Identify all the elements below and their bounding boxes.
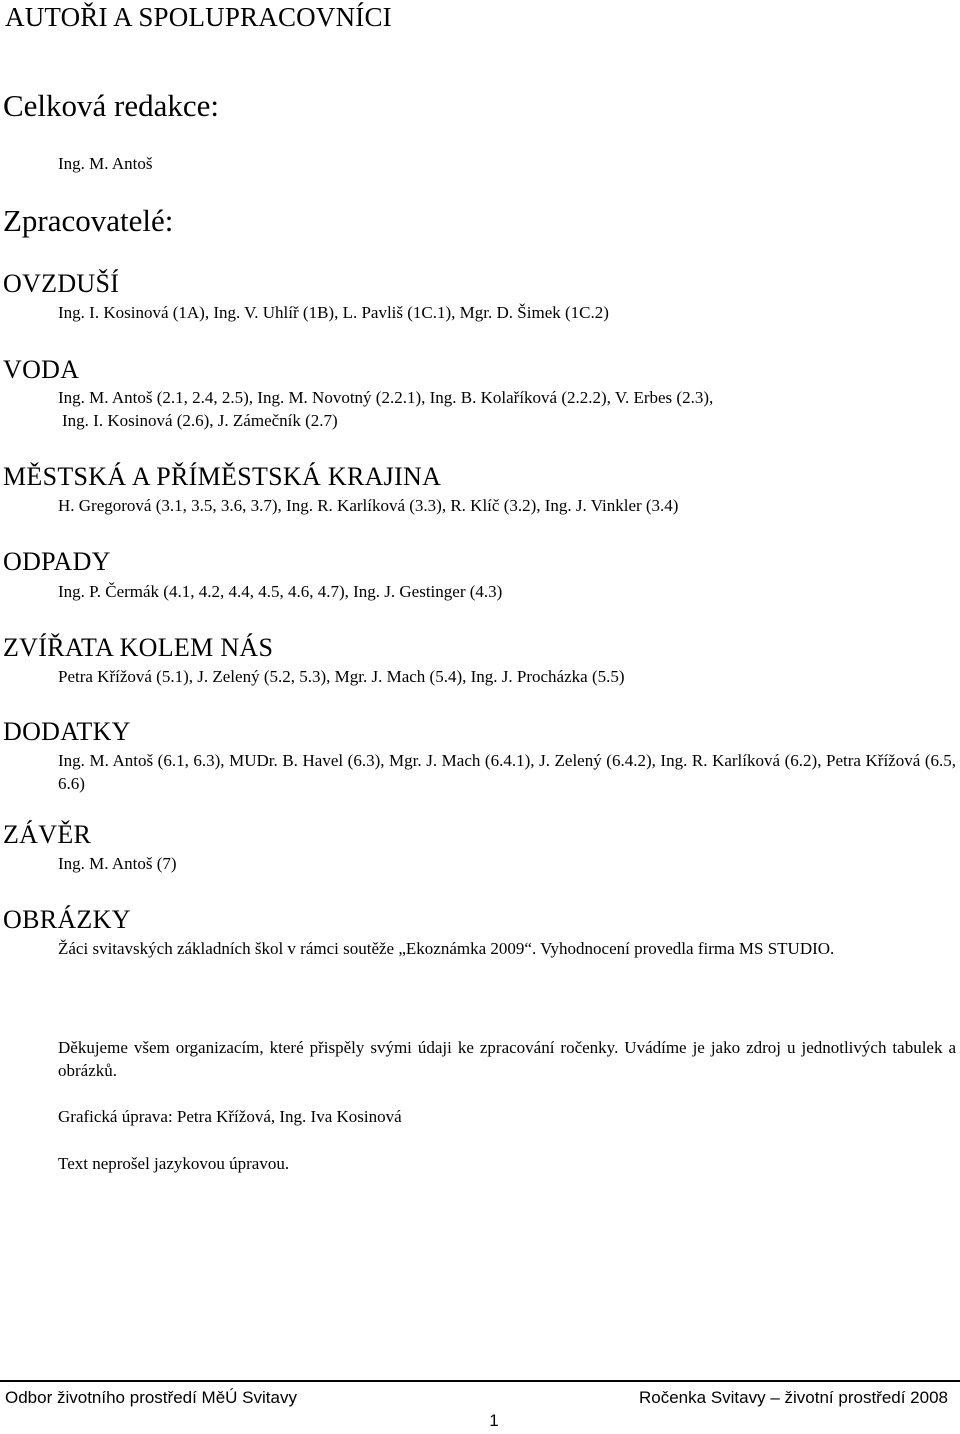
zpracovatele-heading: Zpracovatelé: [3, 203, 174, 238]
section-heading-dodatky: DODATKY [3, 717, 131, 746]
graphic-credits: Grafická úprava: Petra Křížová, Ing. Iva Kosinová [58, 1107, 402, 1126]
section-text-voda-line1: Ing. M. Antoš (2.1, 2.4, 2.5), Ing. M. Novotný (2.2.1), Ing. B. Kolaříková (2.2.2), V. Erbes (2.3), [58, 388, 714, 407]
language-note: Text neprošel jazykovou úpravou. [58, 1154, 290, 1173]
section-text-krajina: H. Gregorová (3.1, 3.5, 3.6, 3.7), Ing. R. Karlíková (3.3), R. Klíč (3.2), Ing. J. Vinkler (3.4) [58, 496, 679, 515]
section-heading-voda: VODA [3, 355, 80, 384]
footer-divider [0, 1380, 960, 1382]
section-text-dodatky: Ing. M. Antoš (6.1, 6.3), MUDr. B. Havel (6.3), Mgr. J. Mach (6.4.1), J. Zelený (6.4.2), Ing. R. Karlíková (6.2), Petra Křížová (6.5, 6.6) [58, 751, 956, 793]
celkova-redakce-heading: Celková redakce: [3, 88, 220, 123]
section-text-zaver: Ing. M. Antoš (7) [58, 854, 177, 873]
footer-department: Odbor životního prostředí MěÚ Svitavy [5, 1388, 297, 1407]
section-text-ovzdusi: Ing. I. Kosinová (1A), Ing. V. Uhlíř (1B), L. Pavliš (1C.1), Mgr. D. Šimek (1C.2) [58, 303, 609, 322]
thanks-paragraph: Děkujeme všem organizacím, které přispěly svými údaji ke zpracování ročenky. Uvádíme je jako zdroj u jednotlivých tabulek a obrázků. [58, 1038, 956, 1080]
section-text-obrazky: Žáci svitavských základních škol v rámci soutěže „Ekoznámka 2009“. Vyhodnocení provedla firma MS STUDIO. [58, 939, 835, 958]
section-text-voda-line2: Ing. I. Kosinová (2.6), J. Zámečník (2.7) [62, 411, 338, 430]
page-title: AUTOŘI A SPOLUPRACOVNÍCI [5, 2, 392, 32]
section-heading-odpady: ODPADY [3, 547, 111, 576]
section-heading-krajina: MĚSTSKÁ A PŘÍMĚSTSKÁ KRAJINA [3, 462, 442, 491]
page-number: 1 [489, 1411, 499, 1430]
footer-publication: Ročenka Svitavy – životní prostředí 2008 [639, 1388, 948, 1407]
section-heading-obrazky: OBRÁZKY [3, 905, 131, 934]
section-text-zvirata: Petra Křížová (5.1), J. Zelený (5.2, 5.3), Mgr. J. Mach (5.4), Ing. J. Procházka (5.5) [58, 667, 625, 686]
section-heading-ovzdusi: OVZDUŠÍ [3, 269, 120, 298]
section-heading-zaver: ZÁVĚR [3, 820, 92, 849]
section-text-odpady: Ing. P. Čermák (4.1, 4.2, 4.4, 4.5, 4.6, 4.7), Ing. J. Gestinger (4.3) [58, 582, 503, 601]
section-heading-zvirata: ZVÍŘATA KOLEM NÁS [3, 633, 274, 662]
celkova-redakce-text: Ing. M. Antoš [58, 154, 153, 173]
